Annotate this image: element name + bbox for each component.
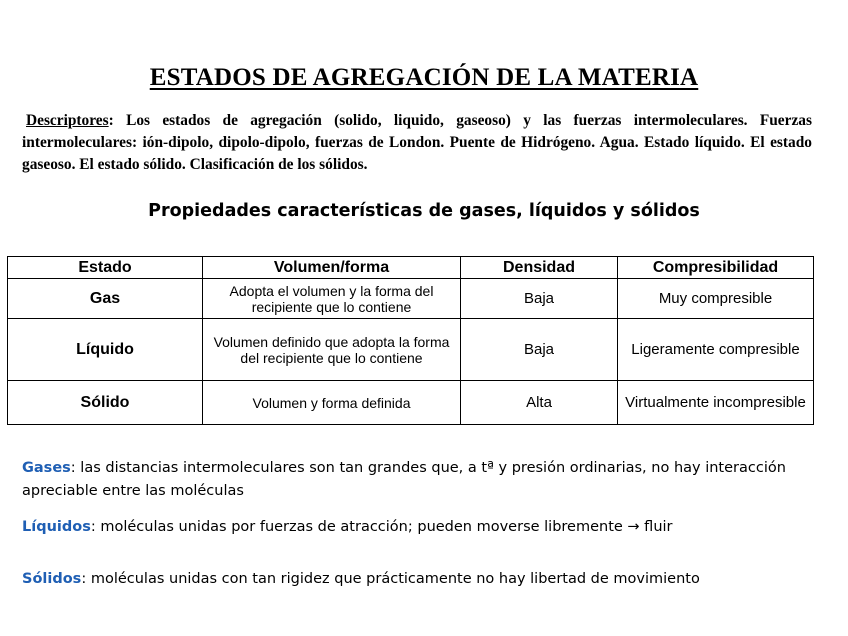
table-row bbox=[8, 279, 814, 319]
cell-compressibility: Ligeramente compresible bbox=[618, 319, 814, 381]
note-gases bbox=[22, 457, 822, 503]
descriptors-paragraph bbox=[22, 110, 812, 176]
cell-state: Sólido bbox=[8, 381, 203, 425]
cell-state: Gas bbox=[8, 279, 203, 319]
cell-compressibility: Virtualmente incompresible bbox=[618, 381, 814, 425]
cell-density: Alta bbox=[461, 381, 618, 425]
cell-volume: Volumen y forma definida bbox=[203, 381, 461, 425]
header-compresibilidad: Compresibilidad bbox=[618, 257, 814, 279]
header-densidad: Densidad bbox=[461, 257, 618, 279]
note-solidos bbox=[22, 568, 822, 591]
properties-table bbox=[7, 256, 814, 425]
cell-state: Líquido bbox=[8, 319, 203, 381]
note-text: : las distancias intermoleculares son tan grandes que, a tª y presión ordinarias, no hay interacción apreciable entre las moléculas bbox=[22, 460, 786, 499]
note-text: : moléculas unidas con tan rigidez que prácticamente no hay libertad de movimiento bbox=[81, 571, 700, 587]
descriptors-text: : Los estados de agregación (solido, liquido, gaseoso) y las fuerzas intermoleculares. Fuerzas intermoleculares: ión-dipolo, dipolo-dipolo, fuerzas de London. Puente de Hidrógeno. Agua. Estado líquido. El estado gaseoso. El estado sólido. Clasificación de los sólidos. bbox=[22, 112, 812, 173]
cell-compressibility: Muy compresible bbox=[618, 279, 814, 319]
cell-volume: Adopta el volumen y la forma del recipiente que lo contiene bbox=[203, 279, 461, 319]
note-text: : moléculas unidas por fuerzas de atracción; pueden moverse libremente → fluir bbox=[90, 519, 673, 535]
table-row bbox=[8, 319, 814, 381]
document-title: ESTADOS DE AGREGACIÓN DE LA MATERIA bbox=[149, 64, 699, 91]
note-term: Líquidos bbox=[22, 519, 91, 535]
header-estado: Estado bbox=[8, 257, 203, 279]
cell-density: Baja bbox=[461, 319, 618, 381]
note-liquidos bbox=[22, 516, 822, 539]
cell-density: Baja bbox=[461, 279, 618, 319]
note-term: Sólidos bbox=[22, 571, 82, 587]
header-volumen-forma: Volumen/forma bbox=[203, 257, 461, 279]
note-term: Gases bbox=[22, 460, 71, 476]
descriptors-label: Descriptores bbox=[26, 112, 109, 129]
table-row bbox=[8, 381, 814, 425]
cell-volume: Volumen definido que adopta la forma del recipiente que lo contiene bbox=[203, 319, 461, 381]
table-subtitle: Propiedades características de gases, líquidos y sólidos bbox=[148, 201, 700, 221]
table-header-row bbox=[8, 257, 814, 279]
